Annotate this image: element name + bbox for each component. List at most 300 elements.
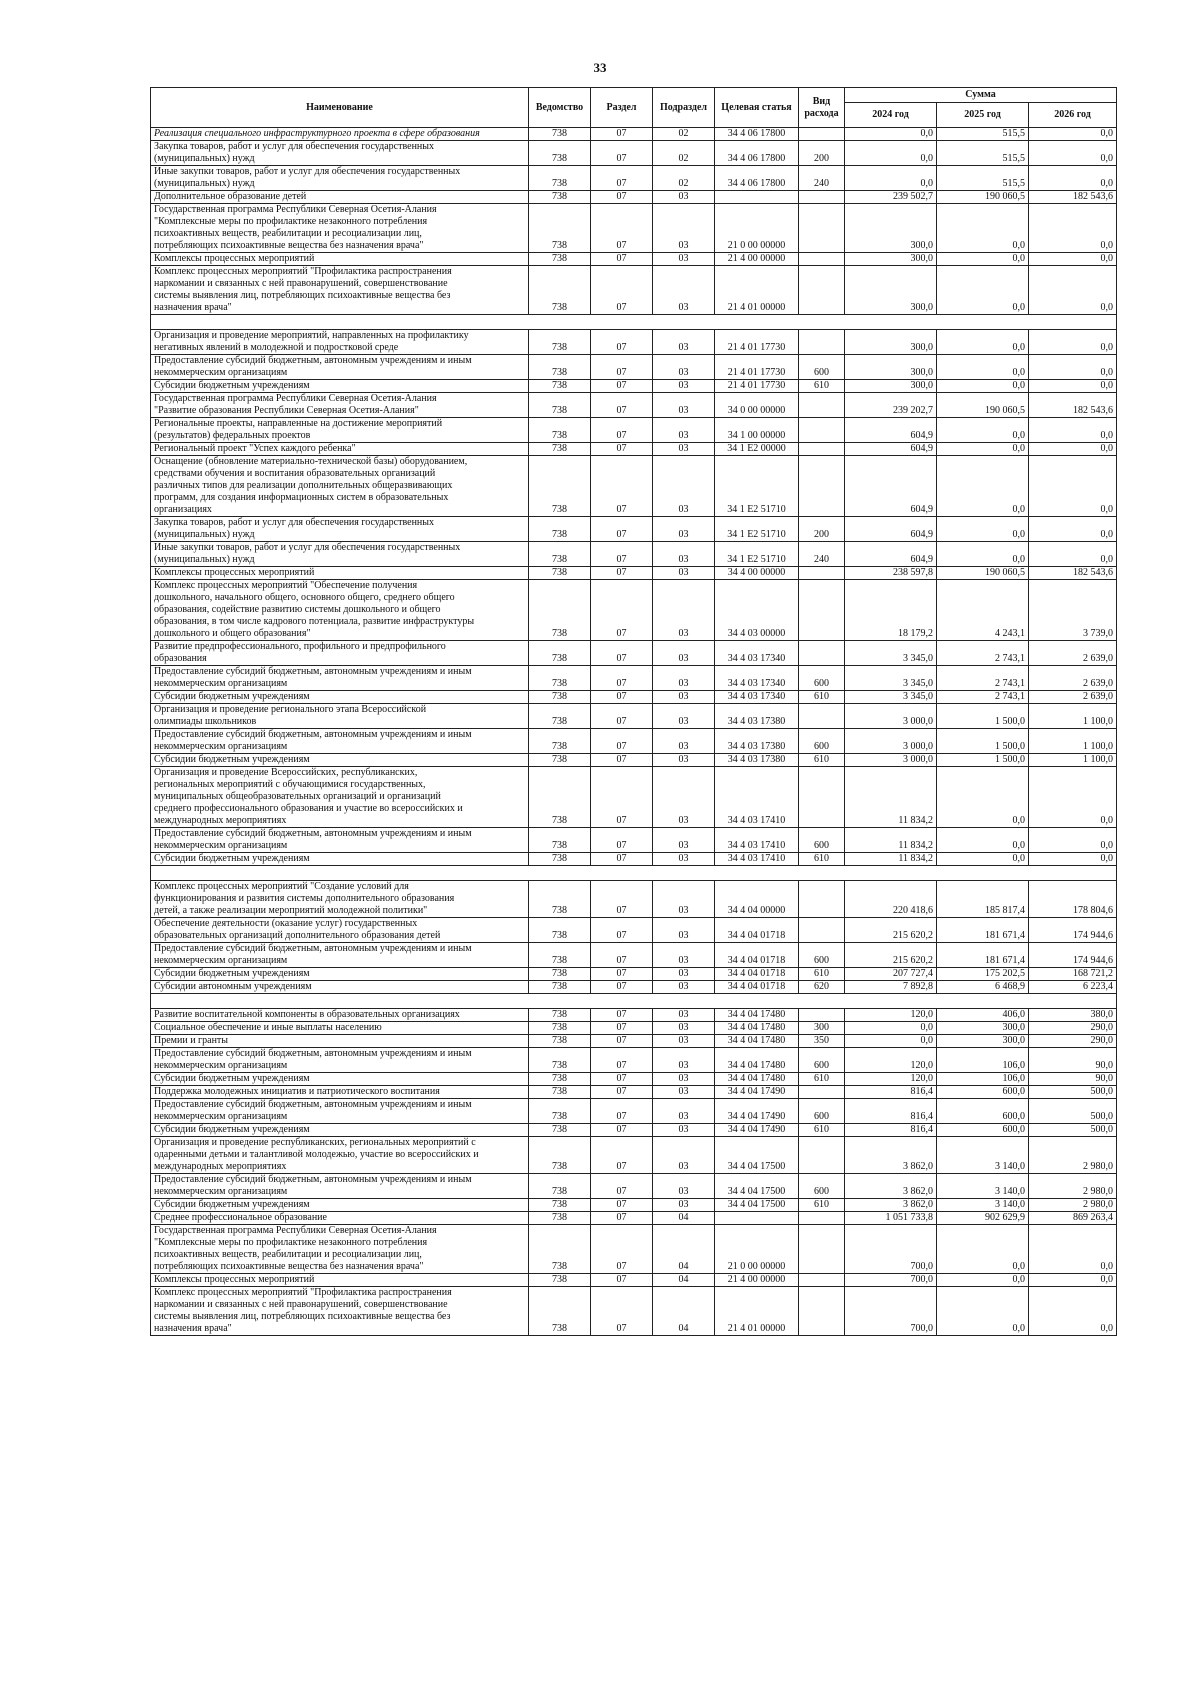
cell-name: Комплексы процессных мероприятий (151, 253, 529, 266)
table-row (151, 918, 1117, 943)
cell-target: 34 4 04 01718 (715, 981, 799, 994)
cell-section: 07 (591, 1009, 653, 1022)
cell-2024: 120,0 (845, 1073, 937, 1086)
table-row (151, 253, 1117, 266)
cell-target: 34 4 03 17380 (715, 704, 799, 729)
cell-subsection: 03 (653, 968, 715, 981)
cell-2026: 174 944,6 (1029, 943, 1117, 968)
cell-target: 34 4 03 17410 (715, 828, 799, 853)
cell-subsection: 03 (653, 1099, 715, 1124)
table-row (151, 981, 1117, 994)
cell-2026: 0,0 (1029, 380, 1117, 393)
cell-name: Субсидии бюджетным учреждениям (151, 1124, 529, 1137)
cell-target: 34 4 03 00000 (715, 580, 799, 641)
cell-section: 07 (591, 729, 653, 754)
cell-2026: 182 543,6 (1029, 393, 1117, 418)
cell-dept: 738 (529, 1174, 591, 1199)
cell-subsection: 03 (653, 355, 715, 380)
cell-exp-type (799, 580, 845, 641)
cell-dept: 738 (529, 204, 591, 253)
cell-2025: 600,0 (937, 1099, 1029, 1124)
cell-exp-type: 300 (799, 1022, 845, 1035)
cell-2024: 816,4 (845, 1124, 937, 1137)
cell-section: 07 (591, 542, 653, 567)
cell-name: Комплекс процессных мероприятий "Профилактика распространения наркомании и связанных с ней правонарушений, совершенствование системы выявления лиц, потребляющих психоактивные вещества без назначения врача" (151, 1287, 529, 1336)
cell-exp-type: 610 (799, 853, 845, 866)
cell-2024: 300,0 (845, 266, 937, 315)
cell-subsection: 03 (653, 253, 715, 266)
table-row (151, 704, 1117, 729)
cell-2026: 1 100,0 (1029, 729, 1117, 754)
cell-target: 34 4 03 17380 (715, 754, 799, 767)
cell-dept: 738 (529, 1287, 591, 1336)
cell-2024: 300,0 (845, 204, 937, 253)
cell-dept: 738 (529, 828, 591, 853)
cell-subsection: 03 (653, 542, 715, 567)
cell-name: Субсидии бюджетным учреждениям (151, 380, 529, 393)
cell-2026: 0,0 (1029, 542, 1117, 567)
cell-section: 07 (591, 918, 653, 943)
cell-2025: 1 500,0 (937, 754, 1029, 767)
cell-2025: 3 140,0 (937, 1137, 1029, 1174)
table-row (151, 1048, 1117, 1073)
cell-exp-type (799, 1086, 845, 1099)
cell-2025: 3 140,0 (937, 1174, 1029, 1199)
cell-subsection: 03 (653, 204, 715, 253)
cell-section: 07 (591, 767, 653, 828)
cell-section: 07 (591, 141, 653, 166)
cell-subsection: 04 (653, 1225, 715, 1274)
cell-exp-type (799, 456, 845, 517)
cell-exp-type (799, 330, 845, 355)
cell-2025: 0,0 (937, 542, 1029, 567)
cell-2025: 190 060,5 (937, 567, 1029, 580)
cell-name: Организация и проведение регионального этапа Всероссийской олимпиады школьников (151, 704, 529, 729)
table-row (151, 128, 1117, 141)
cell-target: 21 4 01 17730 (715, 330, 799, 355)
cell-dept: 738 (529, 641, 591, 666)
cell-name: Иные закупки товаров, работ и услуг для обеспечения государственных (муниципальных) нужд (151, 542, 529, 567)
cell-2024: 3 345,0 (845, 691, 937, 704)
cell-2026: 0,0 (1029, 1274, 1117, 1287)
cell-subsection: 03 (653, 666, 715, 691)
cell-dept: 738 (529, 981, 591, 994)
cell-2026: 0,0 (1029, 166, 1117, 191)
cell-name: Государственная программа Республики Северная Осетия-Алания "Комплексные меры по профилактике незаконного потребления психоактивных веществ, реабилитации и ресоциализации лиц, потребляющих психоактивные вещества без назначения врача" (151, 204, 529, 253)
cell-section: 07 (591, 641, 653, 666)
cell-exp-type (799, 1287, 845, 1336)
cell-target: 34 4 03 17380 (715, 729, 799, 754)
table-row (151, 729, 1117, 754)
cell-exp-type (799, 253, 845, 266)
cell-2026: 2 639,0 (1029, 666, 1117, 691)
cell-section: 07 (591, 191, 653, 204)
cell-2024: 215 620,2 (845, 918, 937, 943)
cell-2025: 4 243,1 (937, 580, 1029, 641)
cell-exp-type (799, 266, 845, 315)
cell-target: 34 4 04 17490 (715, 1086, 799, 1099)
header-sum: Сумма (845, 88, 1117, 103)
cell-2024: 0,0 (845, 166, 937, 191)
cell-2024: 3 862,0 (845, 1174, 937, 1199)
cell-dept: 738 (529, 266, 591, 315)
cell-subsection: 04 (653, 1212, 715, 1225)
table-row (151, 767, 1117, 828)
cell-dept: 738 (529, 691, 591, 704)
cell-2025: 0,0 (937, 1287, 1029, 1336)
table-row (151, 1274, 1117, 1287)
cell-2026: 2 639,0 (1029, 691, 1117, 704)
cell-name: Субсидии бюджетным учреждениям (151, 968, 529, 981)
cell-target (715, 1212, 799, 1225)
table-row (151, 330, 1117, 355)
cell-exp-type: 610 (799, 1124, 845, 1137)
cell-section: 07 (591, 456, 653, 517)
cell-dept: 738 (529, 443, 591, 456)
cell-subsection: 03 (653, 828, 715, 853)
table-row (151, 1212, 1117, 1225)
cell-subsection: 03 (653, 641, 715, 666)
spacer-cell (151, 315, 1117, 330)
cell-name: Организация и проведение мероприятий, направленных на профилактику негативных явлений в молодежной и подростковой среде (151, 330, 529, 355)
cell-2024: 300,0 (845, 330, 937, 355)
cell-exp-type: 600 (799, 1174, 845, 1199)
table-row (151, 943, 1117, 968)
cell-name: Закупка товаров, работ и услуг для обеспечения государственных (муниципальных) нужд (151, 141, 529, 166)
table-row (151, 691, 1117, 704)
table-row (151, 1009, 1117, 1022)
cell-2025: 0,0 (937, 853, 1029, 866)
cell-dept: 738 (529, 881, 591, 918)
cell-subsection: 03 (653, 1035, 715, 1048)
cell-2026: 90,0 (1029, 1073, 1117, 1086)
cell-2024: 604,9 (845, 443, 937, 456)
cell-2025: 1 500,0 (937, 704, 1029, 729)
cell-2025: 190 060,5 (937, 191, 1029, 204)
cell-2026: 290,0 (1029, 1035, 1117, 1048)
cell-section: 07 (591, 580, 653, 641)
cell-2026: 2 980,0 (1029, 1174, 1117, 1199)
table-row (151, 443, 1117, 456)
table-row (151, 1137, 1117, 1174)
cell-name: Оснащение (обновление материально-технической базы) оборудованием, средствами обучения и воспитания образовательных организаций различных типов для реализации дополнительных общеразвивающих программ, для создания информационных систем в образовательных организациях (151, 456, 529, 517)
cell-2025: 0,0 (937, 767, 1029, 828)
table-row (151, 141, 1117, 166)
cell-2025: 515,5 (937, 166, 1029, 191)
cell-target: 34 4 04 00000 (715, 881, 799, 918)
cell-exp-type: 600 (799, 729, 845, 754)
cell-subsection: 03 (653, 691, 715, 704)
cell-dept: 738 (529, 853, 591, 866)
cell-section: 07 (591, 266, 653, 315)
table-row (151, 968, 1117, 981)
table-row (151, 1124, 1117, 1137)
cell-subsection: 03 (653, 704, 715, 729)
cell-subsection: 03 (653, 191, 715, 204)
cell-name: Комплекс процессных мероприятий "Профилактика распространения наркомании и связанных с ней правонарушений, совершенствование системы выявления лиц, потребляющих психоактивные вещества без назначения врача" (151, 266, 529, 315)
cell-name: Комплексы процессных мероприятий (151, 1274, 529, 1287)
table-row (151, 853, 1117, 866)
cell-target: 34 4 03 17340 (715, 666, 799, 691)
cell-name: Обеспечение деятельности (оказание услуг) государственных образовательных организаций дополнительного образования детей (151, 918, 529, 943)
cell-name: Предоставление субсидий бюджетным, автономным учреждениям и иным некоммерческим организациям (151, 1048, 529, 1073)
spacer-row (151, 315, 1117, 330)
cell-2026: 178 804,6 (1029, 881, 1117, 918)
cell-2025: 406,0 (937, 1009, 1029, 1022)
cell-exp-type: 610 (799, 1199, 845, 1212)
cell-subsection: 03 (653, 418, 715, 443)
cell-2026: 2 980,0 (1029, 1137, 1117, 1174)
table-row (151, 517, 1117, 542)
cell-section: 07 (591, 1274, 653, 1287)
cell-exp-type: 240 (799, 542, 845, 567)
cell-section: 07 (591, 1212, 653, 1225)
cell-2024: 238 597,8 (845, 567, 937, 580)
cell-2026: 90,0 (1029, 1048, 1117, 1073)
cell-name: Субсидии бюджетным учреждениям (151, 853, 529, 866)
cell-dept: 738 (529, 968, 591, 981)
cell-section: 07 (591, 981, 653, 994)
cell-2024: 700,0 (845, 1287, 937, 1336)
cell-section: 07 (591, 517, 653, 542)
cell-exp-type (799, 443, 845, 456)
cell-2024: 120,0 (845, 1009, 937, 1022)
cell-2026: 0,0 (1029, 355, 1117, 380)
cell-2024: 120,0 (845, 1048, 937, 1073)
cell-2026: 182 543,6 (1029, 567, 1117, 580)
cell-2024: 7 892,8 (845, 981, 937, 994)
cell-exp-type: 610 (799, 380, 845, 393)
header-subsection: Подраздел (653, 88, 715, 128)
table-row (151, 1035, 1117, 1048)
cell-name: Субсидии автономным учреждениям (151, 981, 529, 994)
cell-2024: 215 620,2 (845, 943, 937, 968)
cell-section: 07 (591, 853, 653, 866)
cell-exp-type (799, 1225, 845, 1274)
table-row (151, 1199, 1117, 1212)
cell-target: 34 4 04 17500 (715, 1137, 799, 1174)
cell-2025: 181 671,4 (937, 918, 1029, 943)
cell-target: 34 1 E2 51710 (715, 542, 799, 567)
page-number: 33 (593, 60, 607, 75)
cell-2025: 0,0 (937, 266, 1029, 315)
table-row (151, 580, 1117, 641)
cell-target: 34 0 00 00000 (715, 393, 799, 418)
table-row (151, 1099, 1117, 1124)
cell-2024: 3 862,0 (845, 1199, 937, 1212)
cell-target: 34 1 E2 51710 (715, 456, 799, 517)
cell-exp-type: 200 (799, 517, 845, 542)
cell-exp-type (799, 1212, 845, 1225)
cell-name: Комплекс процессных мероприятий "Обеспечение получения дошкольного, начального общего, основного общего, среднего общего образования, содействие развитию системы дошкольного и общего образования, в том числе кадрового потенциала, развитие инфраструктуры дошкольного и общего образования" (151, 580, 529, 641)
cell-dept: 738 (529, 943, 591, 968)
cell-section: 07 (591, 704, 653, 729)
cell-name: Развитие предпрофессионального, профильного и предпрофильного образования (151, 641, 529, 666)
cell-target: 34 4 03 17340 (715, 641, 799, 666)
cell-target: 34 4 04 01718 (715, 943, 799, 968)
cell-2026: 0,0 (1029, 443, 1117, 456)
cell-subsection: 03 (653, 567, 715, 580)
cell-name: Закупка товаров, работ и услуг для обеспечения государственных (муниципальных) нужд (151, 517, 529, 542)
cell-2024: 239 502,7 (845, 191, 937, 204)
cell-dept: 738 (529, 1212, 591, 1225)
cell-exp-type (799, 881, 845, 918)
cell-2026: 1 100,0 (1029, 754, 1117, 767)
cell-section: 07 (591, 754, 653, 767)
cell-name: Государственная программа Республики Северная Осетия-Алания "Комплексные меры по профилактике незаконного потребления психоактивных веществ, реабилитации и ресоциализации лиц, потребляющих психоактивные вещества без назначения врача" (151, 1225, 529, 1274)
cell-exp-type (799, 191, 845, 204)
cell-name: Иные закупки товаров, работ и услуг для обеспечения государственных (муниципальных) нужд (151, 166, 529, 191)
cell-subsection: 03 (653, 1174, 715, 1199)
cell-2024: 604,9 (845, 517, 937, 542)
table-row (151, 1287, 1117, 1336)
cell-dept: 738 (529, 1048, 591, 1073)
cell-2026: 500,0 (1029, 1099, 1117, 1124)
cell-section: 07 (591, 943, 653, 968)
cell-subsection: 02 (653, 141, 715, 166)
header-name: Наименование (151, 88, 529, 128)
cell-target: 34 4 00 00000 (715, 567, 799, 580)
cell-2026: 2 639,0 (1029, 641, 1117, 666)
cell-name: Предоставление субсидий бюджетным, автономным учреждениям и иным некоммерческим организациям (151, 729, 529, 754)
cell-2026: 0,0 (1029, 828, 1117, 853)
header-target: Целевая статья (715, 88, 799, 128)
cell-2024: 239 202,7 (845, 393, 937, 418)
cell-2026: 0,0 (1029, 853, 1117, 866)
cell-subsection: 04 (653, 1287, 715, 1336)
cell-2024: 11 834,2 (845, 828, 937, 853)
cell-exp-type: 350 (799, 1035, 845, 1048)
cell-dept: 738 (529, 418, 591, 443)
cell-2025: 600,0 (937, 1124, 1029, 1137)
cell-subsection: 03 (653, 918, 715, 943)
cell-2025: 515,5 (937, 128, 1029, 141)
cell-name: Предоставление субсидий бюджетным, автономным учреждениям и иным некоммерческим организациям (151, 943, 529, 968)
cell-dept: 738 (529, 380, 591, 393)
header-exp-type: Вид расхода (799, 88, 845, 128)
cell-section: 07 (591, 1035, 653, 1048)
cell-target: 34 4 03 17340 (715, 691, 799, 704)
cell-2026: 0,0 (1029, 456, 1117, 517)
cell-subsection: 03 (653, 393, 715, 418)
spacer-cell (151, 866, 1117, 881)
cell-exp-type (799, 128, 845, 141)
cell-target: 21 0 00 00000 (715, 204, 799, 253)
cell-section: 07 (591, 666, 653, 691)
cell-dept: 738 (529, 1035, 591, 1048)
cell-exp-type: 240 (799, 166, 845, 191)
table-header (151, 88, 1117, 128)
cell-name: Реализация специального инфраструктурного проекта в сфере образования (151, 128, 529, 141)
cell-2025: 0,0 (937, 253, 1029, 266)
cell-section: 07 (591, 1225, 653, 1274)
cell-dept: 738 (529, 1199, 591, 1212)
table-row (151, 1086, 1117, 1099)
table-row (151, 1022, 1117, 1035)
cell-2026: 290,0 (1029, 1022, 1117, 1035)
cell-exp-type: 600 (799, 355, 845, 380)
header-2026: 2026 год (1029, 103, 1117, 128)
cell-2024: 816,4 (845, 1086, 937, 1099)
cell-section: 07 (591, 253, 653, 266)
cell-exp-type: 600 (799, 828, 845, 853)
cell-name: Государственная программа Республики Северная Осетия-Алания "Развитие образования Республики Северная Осетия-Алания" (151, 393, 529, 418)
cell-2024: 0,0 (845, 128, 937, 141)
cell-section: 07 (591, 128, 653, 141)
cell-name: Среднее профессиональное образование (151, 1212, 529, 1225)
cell-target: 34 1 E2 00000 (715, 443, 799, 456)
cell-exp-type: 600 (799, 666, 845, 691)
cell-dept: 738 (529, 456, 591, 517)
cell-dept: 738 (529, 1099, 591, 1124)
cell-dept: 738 (529, 253, 591, 266)
cell-subsection: 03 (653, 767, 715, 828)
header-dept: Ведомство (529, 88, 591, 128)
spacer-row (151, 994, 1117, 1009)
cell-dept: 738 (529, 128, 591, 141)
cell-name: Комплекс процессных мероприятий "Создание условий для функционирования и развития системы дополнительного образования детей, а также реализации мероприятий молодежной политики" (151, 881, 529, 918)
cell-subsection: 03 (653, 330, 715, 355)
table-row (151, 266, 1117, 315)
cell-exp-type (799, 1274, 845, 1287)
cell-dept: 738 (529, 1086, 591, 1099)
cell-2026: 380,0 (1029, 1009, 1117, 1022)
cell-name: Предоставление субсидий бюджетным, автономным учреждениям и иным некоммерческим организациям (151, 1174, 529, 1199)
cell-target: 34 4 04 01718 (715, 968, 799, 981)
cell-exp-type (799, 1009, 845, 1022)
cell-2026: 0,0 (1029, 253, 1117, 266)
cell-section: 07 (591, 443, 653, 456)
cell-name: Социальное обеспечение и иные выплаты населению (151, 1022, 529, 1035)
cell-section: 07 (591, 691, 653, 704)
spacer-row (151, 866, 1117, 881)
cell-target: 21 0 00 00000 (715, 1225, 799, 1274)
cell-subsection: 03 (653, 881, 715, 918)
cell-2025: 515,5 (937, 141, 1029, 166)
cell-name: Региональный проект "Успех каждого ребенка" (151, 443, 529, 456)
cell-2026: 0,0 (1029, 128, 1117, 141)
cell-2024: 604,9 (845, 542, 937, 567)
cell-2025: 0,0 (937, 380, 1029, 393)
cell-2026: 500,0 (1029, 1124, 1117, 1137)
cell-dept: 738 (529, 729, 591, 754)
cell-section: 07 (591, 1124, 653, 1137)
cell-section: 07 (591, 380, 653, 393)
cell-2024: 0,0 (845, 141, 937, 166)
cell-2026: 3 739,0 (1029, 580, 1117, 641)
cell-dept: 738 (529, 1009, 591, 1022)
cell-2025: 300,0 (937, 1022, 1029, 1035)
cell-section: 07 (591, 330, 653, 355)
cell-section: 07 (591, 881, 653, 918)
cell-target: 21 4 01 00000 (715, 1287, 799, 1336)
cell-2026: 0,0 (1029, 330, 1117, 355)
cell-section: 07 (591, 1022, 653, 1035)
cell-section: 07 (591, 1287, 653, 1336)
cell-2024: 3 345,0 (845, 666, 937, 691)
cell-name: Субсидии бюджетным учреждениям (151, 691, 529, 704)
cell-name: Предоставление субсидий бюджетным, автономным учреждениям и иным некоммерческим организациям (151, 355, 529, 380)
table-row (151, 393, 1117, 418)
cell-exp-type (799, 1137, 845, 1174)
cell-subsection: 03 (653, 1022, 715, 1035)
cell-dept: 738 (529, 1225, 591, 1274)
cell-2026: 0,0 (1029, 266, 1117, 315)
cell-section: 07 (591, 1048, 653, 1073)
cell-subsection: 03 (653, 456, 715, 517)
cell-section: 07 (591, 1099, 653, 1124)
cell-section: 07 (591, 968, 653, 981)
